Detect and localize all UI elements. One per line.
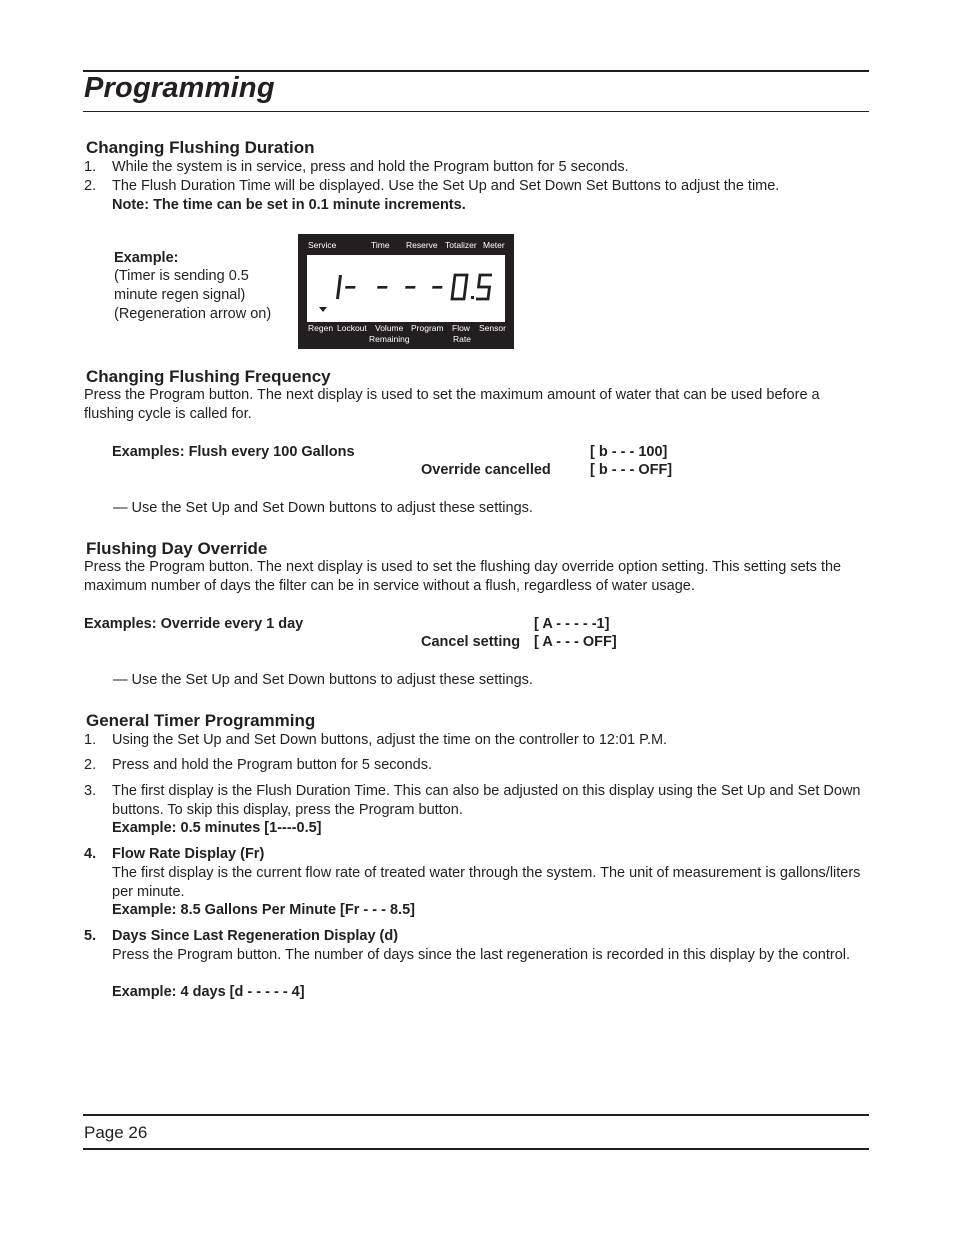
footer-top-rule	[83, 1114, 869, 1116]
example-label: Override cancelled	[421, 462, 551, 478]
example-text: Example: 8.5 Gallons Per Minute [Fr - - - 8.5]	[112, 902, 415, 918]
regen-arrow-icon	[319, 307, 327, 312]
display-label-rate: Rate	[453, 334, 471, 344]
step-number: 2.	[84, 757, 97, 773]
step-text: Using the Set Up and Set Down buttons, adjust the time on the controller to 12:01 P.M.	[112, 732, 668, 748]
section-body: Press the Program button. The next display is used to set the maximum amount of water that can be used before a flushing cycle is called for.	[84, 387, 820, 422]
display-label-remaining: Remaining	[369, 334, 410, 344]
step-text: The Flush Duration Time will be displayed. Use the Set Up and Set Down Set Buttons to adjust the time.	[112, 178, 780, 194]
step-number: 4.	[84, 846, 97, 862]
display-label-sensor: Sensor	[479, 323, 506, 333]
step-number: 3.	[84, 783, 97, 799]
step-title: Flow Rate Display (Fr)	[112, 846, 265, 862]
display-label-volume: Volume	[375, 323, 404, 333]
example-value: [ A - - - OFF]	[534, 634, 617, 650]
controller-display	[298, 234, 514, 349]
step-text: The first display is the current flow rate of treated water through the system. The unit of measurement is gallons/liters per minute.	[112, 865, 861, 900]
step-text: The first display is the Flush Duration Time. This can also be adjusted on this display using the Set Up and Set Down buttons. To skip this display, press the Program button.	[112, 783, 861, 818]
note-text: Note: The time can be set in 0.1 minute increments.	[112, 197, 466, 213]
section-heading-flush-duration: Changing Flushing Duration	[86, 138, 315, 157]
example-label: Examples: Override every 1 day	[84, 616, 304, 632]
display-label-service: Service	[308, 240, 337, 250]
display-screen	[307, 255, 505, 322]
step-number: 1.	[84, 732, 97, 748]
step-number: 5.	[84, 928, 97, 944]
step-text: Press and hold the Program button for 5 seconds.	[112, 757, 432, 773]
display-label-program: Program	[411, 323, 444, 333]
page-title: Programming	[84, 72, 275, 104]
example-line: (Regeneration arrow on)	[114, 306, 272, 322]
segment-readout	[307, 255, 505, 322]
page-number: Page 26	[84, 1123, 148, 1142]
example-value: [ b - - - OFF]	[590, 462, 673, 478]
step-number: 2.	[84, 178, 97, 194]
title-rule	[83, 111, 869, 112]
step-number: 1.	[84, 159, 97, 175]
footer-bottom-rule	[83, 1148, 869, 1150]
display-label-flow: Flow	[452, 323, 470, 333]
example-label: Example:	[114, 250, 179, 266]
section-heading-general-timer: General Timer Programming	[86, 711, 316, 730]
example-text: Example: 0.5 minutes [1----0.5]	[112, 820, 322, 836]
example-label: Examples: Flush every 100 Gallons	[112, 444, 355, 460]
example-text: Example: 4 days [d - - - - - 4]	[112, 984, 305, 1000]
display-label-lockout: Lockout	[337, 323, 367, 333]
step-text: While the system is in service, press and hold the Program button for 5 seconds.	[112, 159, 629, 175]
display-label-meter: Meter	[483, 240, 505, 250]
dash-note: — Use the Set Up and Set Down buttons to adjust these settings.	[113, 500, 533, 516]
display-label-regen: Regen	[308, 323, 334, 333]
step-title: Days Since Last Regeneration Display (d)	[112, 928, 399, 944]
section-heading-flush-frequency: Changing Flushing Frequency	[86, 367, 331, 386]
example-value: [ b - - - 100]	[590, 444, 668, 460]
step-text: Press the Program button. The number of days since the last regeneration is recorded in this display by the control.	[112, 947, 851, 963]
display-label-reserve: Reserve	[406, 240, 438, 250]
section-heading-flush-day-override: Flushing Day Override	[86, 539, 268, 558]
example-value: [ A - - - - -1]	[534, 616, 610, 632]
dash-note: — Use the Set Up and Set Down buttons to adjust these settings.	[113, 672, 533, 688]
section-body: Press the Program button. The next display is used to set the flushing day override option setting. This setting sets the maximum number of days the filter can be in service without a flush, regardless of water usage.	[84, 559, 842, 594]
example-line: (Timer is sending 0.5	[114, 268, 249, 284]
example-line: minute regen signal)	[114, 287, 246, 303]
display-label-time: Time	[371, 240, 390, 250]
example-label: Cancel setting	[421, 634, 521, 650]
display-label-totalizer: Totalizer	[445, 240, 477, 250]
